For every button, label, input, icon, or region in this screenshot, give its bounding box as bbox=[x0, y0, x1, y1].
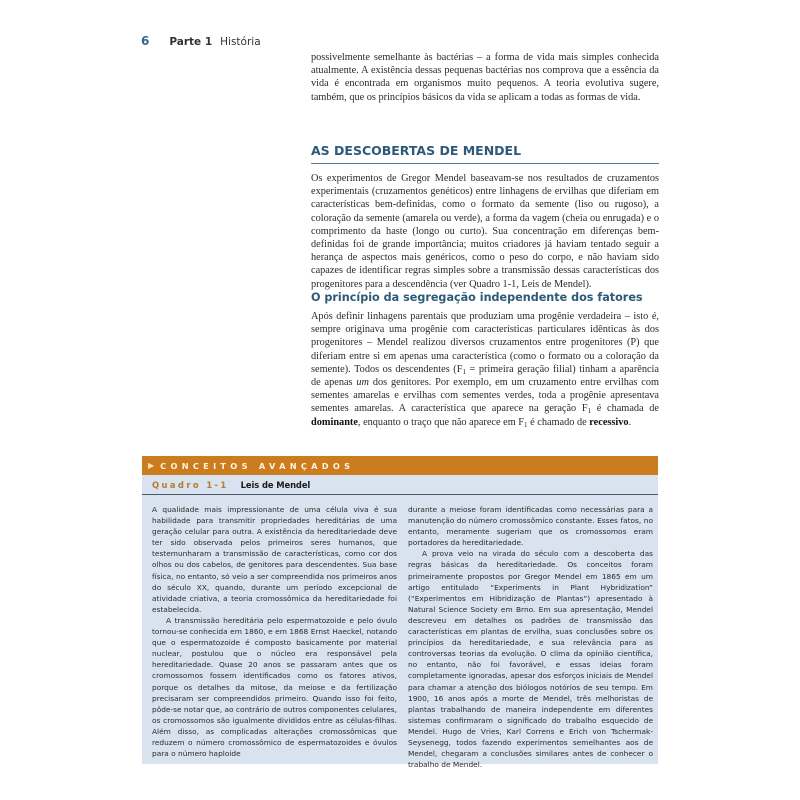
subscript: 1 bbox=[462, 367, 466, 376]
box-banner-label: CONCEITOS AVANÇADOS bbox=[160, 460, 355, 471]
advanced-concepts-box bbox=[142, 456, 658, 770]
triangle-right-icon: ▶ bbox=[148, 461, 155, 470]
running-head bbox=[141, 34, 261, 48]
text-run: é chamado de bbox=[527, 416, 590, 428]
box-left-column bbox=[152, 504, 397, 759]
mendel-paragraph bbox=[311, 172, 659, 291]
text-run: . bbox=[628, 416, 632, 428]
subsection-heading: O princípio da segregação independente dos fatores bbox=[311, 291, 643, 304]
subscript: 1 bbox=[587, 407, 592, 416]
segregation-paragraph-text bbox=[311, 310, 659, 429]
page-number: 6 bbox=[141, 34, 150, 48]
box-title: Leis de Mendel bbox=[240, 479, 311, 490]
text-run: Após definir linhagens parentais que produziam uma progênie verdadeira – isto é, sempre originava uma progênie com características particulares idênticas às dos progenitores – Mendel realizou diversos cruzamentos entre progenitores (P) que diferiam entre si em apenas uma característica (como o formato ou a coloração da semente). Todos os descendentes (F bbox=[311, 311, 659, 375]
box-paragraph: A transmissão hereditária pelo espermatozoide e pelo óvulo tornou-se conhecida em 1860, e em 1868 Ernst Haeckel, notando que o espermatozoide é composto basicamente por material nuclear, postulou que o núcleo era responsável pela hereditariedade. Quase 20 anos se passaram antes que os cromossomos fossem identificados como os fatores ativos, porque os detalhes da mitose, da meiose e da fertilização precisaram ser compreendidos primeiro. Quando isso foi feito, pôde-se notar que, ao contrário de outros componentes celulares, os cromossomos são igualmente divididos entre as células-filhas. Além disso, as complicadas alterações cromossômicas que reduzem o número cromossômico de espermatozoides e óvulos para o número haploide bbox=[152, 615, 398, 759]
box-right-column bbox=[408, 504, 653, 770]
subscript: 1 bbox=[524, 420, 528, 429]
text-run: = primeira geração filial) tinham a aparência de apenas bbox=[311, 363, 659, 389]
part-label: Parte 1 bbox=[169, 36, 213, 48]
box-paragraph: durante a meiose foram identificadas como necessárias para a manutenção do número cromossômico constante. Esses fatos, no entanto, meramente sugeriam que os cromossomos eram portadores da hereditariedade. bbox=[408, 505, 653, 548]
segregation-paragraph bbox=[311, 310, 659, 429]
text-run: , enquanto o traço que não aparece em F bbox=[357, 416, 525, 428]
box-label: Quadro 1-1 bbox=[152, 479, 229, 490]
section-heading: AS DESCOBERTAS DE MENDEL bbox=[311, 143, 659, 164]
box-banner bbox=[142, 456, 658, 475]
term-dominante: dominante bbox=[311, 416, 358, 428]
term-recessivo: recessivo bbox=[589, 416, 629, 428]
box-paragraph: A qualidade mais impressionante de uma célula viva é sua habilidade para transmitir propriedades hereditárias de uma geração celular para outra. A existência da hereditariedade deve ter sido observada pelos primeiros seres humanos, que testemunharam a transmissão de características, como cor dos olhos ou dos cabelos, de genitores para descendentes. Sua base física, no entanto, só veio a ser compreendida nos primeiros anos do século XX, quando, durante um período excepcional de atividade criativa, a teoria cromossômica da hereditariedade foi estabelecida. bbox=[152, 505, 397, 614]
mendel-paragraph-text: Os experimentos de Gregor Mendel baseavam-se nos resultados de cruzamentos experimentais (cruzamentos genéticos) entre linhagens de ervilhas que diferiam em características bem-definidas, como o formato da semente (liso ou rugoso), a coloração da semente (amarela ou verde), a forma da vagem (cheia ou enrugada) e o comprimento da haste (longo ou curto). Sua concentração em diferenças bem-definidas foi de grande importância; muitos criadores já haviam tentado seguir a herança de aspectos mais genéricos, como o peso do corpo, e não haviam sido capazes de identificar regras simples sobre a transmissão dessas características dos progenitores para a descendência (ver Quadro 1-1, Leis de Mendel). bbox=[311, 173, 659, 290]
part-title: História bbox=[220, 36, 261, 48]
text-run: dos genitores. Por exemplo, em um cruzamento entre ervilhas com sementes amarelas e ervilhas com sementes verdes, toda a progênie apresentava sementes amarelas. A característica que aparece na geração F bbox=[311, 377, 659, 415]
emphasis: um bbox=[356, 377, 369, 389]
text-run: é chamada de bbox=[591, 403, 659, 415]
intro-paragraph-text: possivelmente semelhante às bactérias – a forma de vida mais simples conhecida atualmente. A existência dessas pequenas bactérias nos comprova que a essência da vida é encontrada em organismos muito pequenos. A teoria evolutiva sugere, também, que os princípios básicos da vida se aplicam a todas as formas de vida. bbox=[311, 52, 659, 103]
box-header bbox=[142, 475, 658, 495]
intro-paragraph bbox=[311, 51, 659, 104]
box-paragraph: A prova veio na virada do século com a descoberta das regras básicas da hereditariedade. Os conceitos foram primeiramente propostos por Gregor Mendel em 1865 em um artigo entitulado “Experiments in Plant Hybridization” (“Experimentos em Hibridização de Plantas”) apresentado à Natural Science Society em Brno. Em sua apresentação, Mendel descreveu em detalhes os padrões de transmissão das características em plantas de ervilha, suas conclusões sobre os princípios da hereditariedade, e sua relevância para as controversas teorias da evolução. O clima da opinião científica, no entanto, não foi favorável, e essas ideias foram completamente ignoradas, apesar dos esforços iniciais de Mendel para chamar a atenção dos biólogos notórios de seu tempo. Em 1900, 16 anos após a morte de Mendel, três melhoristas de plantas trabalhando de maneira independente em diferentes sistemas confirmaram o significado do trabalho esquecido de Mendel. Hugo de Vries, Karl Correns e Erich von Tschermak-Seysenegg, todos fazendo experimentos semelhantes aos de Mendel, chegaram a conclusões similares antes de conhecer o trabalho de Mendel. bbox=[408, 549, 653, 770]
